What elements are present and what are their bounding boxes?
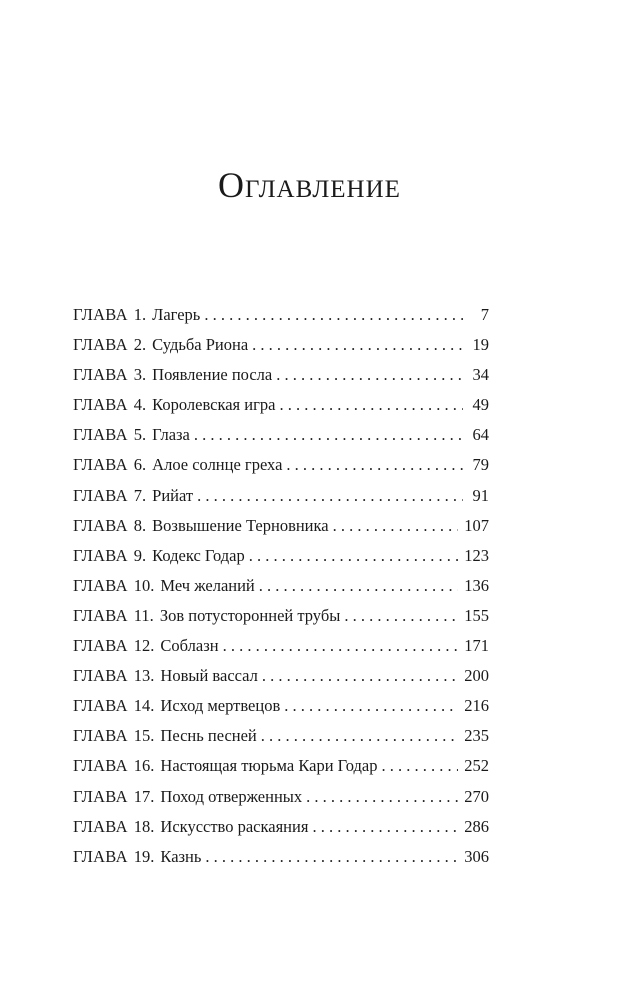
toc-chapter-prefix: ГЛАВА	[73, 726, 128, 746]
toc-chapter-title: Появление посла	[152, 365, 273, 385]
toc-page-number: 49	[472, 395, 489, 415]
toc-chapter-title: Соблазн	[160, 636, 219, 656]
toc-page-number: 136	[464, 575, 489, 595]
dot-leader	[312, 812, 458, 842]
toc-entry[interactable]	[73, 481, 489, 511]
toc-page-number: 286	[464, 816, 489, 836]
dot-leader	[252, 330, 463, 360]
toc-chapter-title: Искусство раскаяния	[160, 816, 309, 836]
toc-chapter-title: Лагерь	[152, 305, 201, 324]
toc-chapter-number: 7.	[133, 485, 147, 505]
dot-leader	[286, 450, 463, 480]
toc-entry[interactable]	[73, 330, 489, 360]
toc-chapter-prefix: ГЛАВА	[73, 305, 128, 324]
toc-page-number: 7	[480, 305, 489, 324]
toc-chapter-number: 17.	[133, 786, 155, 806]
dot-leader	[194, 420, 463, 450]
toc-chapter-title: Новый вассал	[160, 666, 258, 686]
toc-page-number: 252	[464, 756, 489, 776]
toc-entry[interactable]	[73, 511, 489, 541]
toc-chapter-prefix: ГЛАВА	[73, 756, 128, 776]
toc-chapter-prefix: ГЛАВА	[73, 605, 128, 625]
toc-chapter-number: 1.	[133, 305, 147, 324]
toc-entry[interactable]	[73, 842, 489, 872]
toc-page-number: 91	[472, 485, 489, 505]
toc-chapter-title: Казнь	[160, 846, 202, 866]
dot-leader	[259, 571, 458, 601]
toc-chapter-prefix: ГЛАВА	[73, 365, 128, 385]
dot-leader	[204, 300, 463, 330]
toc-chapter-prefix: ГЛАВА	[73, 485, 128, 505]
toc-chapter-number: 5.	[133, 425, 147, 445]
toc-chapter-title: Судьба Риона	[152, 335, 249, 355]
toc-entry[interactable]	[73, 812, 489, 842]
toc-chapter-title: Поход отверженных	[160, 786, 303, 806]
toc-chapter-prefix: ГЛАВА	[73, 455, 128, 475]
toc-chapter-title: Возвышение Терновника	[152, 515, 329, 535]
toc-page-number: 64	[472, 425, 489, 445]
dot-leader	[249, 541, 459, 571]
dot-leader	[205, 842, 458, 872]
toc-chapter-title: Алое солнце греха	[152, 455, 283, 475]
toc-entry[interactable]	[73, 450, 489, 480]
toc-chapter-prefix: ГЛАВА	[73, 545, 128, 565]
toc-entry[interactable]	[73, 571, 489, 601]
toc-entry[interactable]	[73, 420, 489, 450]
toc-entry[interactable]	[73, 782, 489, 812]
dot-leader	[279, 390, 463, 420]
dot-leader	[223, 631, 459, 661]
toc-chapter-title: Меч желаний	[160, 575, 255, 595]
toc-chapter-title: Кодекс Годар	[152, 545, 245, 565]
toc-chapter-title: Рийат	[152, 485, 194, 505]
toc-chapter-number: 16.	[133, 756, 155, 776]
toc-entry[interactable]	[73, 300, 489, 330]
toc-chapter-number: 4.	[133, 395, 147, 415]
toc-entry[interactable]	[73, 390, 489, 420]
toc-page-number: 200	[464, 666, 489, 686]
toc-chapter-number: 10.	[133, 575, 155, 595]
toc-entry[interactable]	[73, 721, 489, 751]
dot-leader	[261, 721, 459, 751]
toc-entry[interactable]	[73, 691, 489, 721]
toc-entry[interactable]	[73, 661, 489, 691]
dot-leader	[276, 360, 463, 390]
toc-chapter-prefix: ГЛАВА	[73, 636, 128, 656]
toc-chapter-number: 2.	[133, 335, 147, 355]
toc-chapter-number: 12.	[133, 636, 155, 656]
dot-leader	[262, 661, 458, 691]
toc-page-number: 123	[464, 545, 489, 565]
toc-chapter-title: Настоящая тюрьма Кари Годар	[160, 756, 378, 776]
toc-chapter-prefix: ГЛАВА	[73, 846, 128, 866]
toc-chapter-prefix: ГЛАВА	[73, 335, 128, 355]
toc-entry[interactable]	[73, 631, 489, 661]
toc-page-number: 79	[472, 455, 489, 475]
toc-chapter-number: 11.	[133, 605, 154, 625]
toc-chapter-number: 13.	[133, 666, 155, 686]
page-title: Оглавление	[218, 165, 401, 205]
toc-entry[interactable]	[73, 751, 489, 781]
toc-chapter-title: Глаза	[152, 425, 190, 445]
toc-chapter-prefix: ГЛАВА	[73, 575, 128, 595]
toc-chapter-number: 18.	[133, 816, 155, 836]
dot-leader	[197, 481, 463, 511]
toc-chapter-number: 15.	[133, 726, 155, 746]
toc-chapter-prefix: ГЛАВА	[73, 515, 128, 535]
table-of-contents	[73, 300, 489, 872]
toc-page-number: 235	[464, 726, 489, 746]
toc-chapter-title: Песнь песней	[160, 726, 257, 746]
toc-chapter-prefix: ГЛАВА	[73, 666, 128, 686]
toc-page-number: 306	[464, 846, 489, 866]
toc-chapter-prefix: ГЛАВА	[73, 696, 128, 716]
toc-page-number: 34	[472, 365, 489, 385]
toc-page-number: 19	[472, 335, 489, 355]
toc-chapter-number: 6.	[133, 455, 147, 475]
toc-page-number: 216	[464, 696, 489, 716]
toc-page-number: 155	[464, 605, 489, 625]
toc-chapter-number: 3.	[133, 365, 147, 385]
toc-chapter-title: Королевская игра	[152, 395, 276, 415]
toc-chapter-number: 19.	[133, 846, 155, 866]
toc-chapter-title: Зов потусторонней трубы	[159, 605, 341, 625]
toc-chapter-number: 14.	[133, 696, 155, 716]
toc-chapter-number: 8.	[133, 515, 147, 535]
dot-leader	[344, 601, 458, 631]
toc-chapter-prefix: ГЛАВА	[73, 816, 128, 836]
toc-entry[interactable]	[73, 541, 489, 571]
toc-chapter-title: Исход мертвецов	[160, 696, 281, 716]
toc-page-number: 270	[464, 786, 489, 806]
toc-page-number: 107	[464, 515, 489, 535]
dot-leader	[306, 782, 458, 812]
dot-leader	[284, 691, 458, 721]
toc-entry[interactable]	[73, 360, 489, 390]
toc-entry[interactable]	[73, 601, 489, 631]
toc-chapter-number: 9.	[133, 545, 147, 565]
toc-chapter-prefix: ГЛАВА	[73, 786, 128, 806]
dot-leader	[381, 751, 458, 781]
dot-leader	[333, 511, 459, 541]
toc-chapter-prefix: ГЛАВА	[73, 425, 128, 445]
toc-page-number: 171	[464, 636, 489, 656]
toc-chapter-prefix: ГЛАВА	[73, 395, 128, 415]
